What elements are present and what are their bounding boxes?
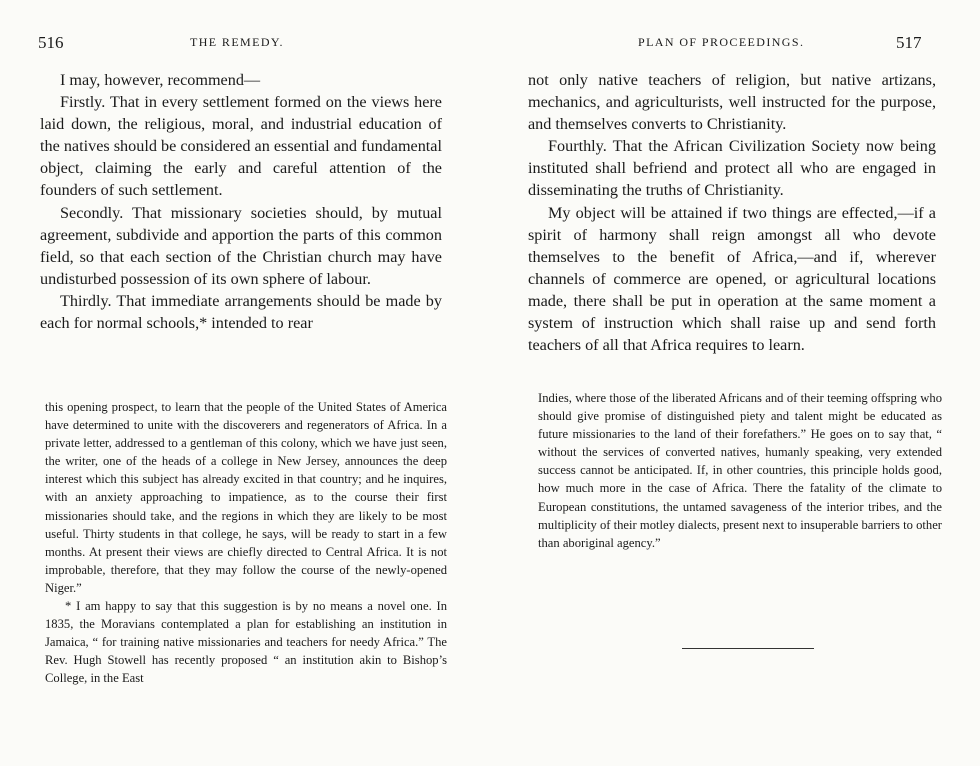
body-paragraph: Fourthly. That the African Civilization Society now being instituted shall befriend and protect all who are engaged in disseminating the truths of Christianity.	[528, 137, 936, 200]
running-head-left: THE REMEDY.	[190, 35, 284, 49]
body-paragraph: Secondly. That missionary societies should, by mutual agreement, subdivide and apportion the parts of this common field, so that each section of the Christian church may have undisturbed possession of its own sphere of labour.	[40, 203, 442, 288]
body-paragraph: Firstly. That in every settlement formed on the views here laid down, the religious, moral, and industrial education of the natives should be considered an essential and fundamental object, claiming the early and careful attention of the founders of such settlement.	[40, 93, 442, 200]
page-number-right: 517	[896, 33, 922, 52]
running-head-right: PLAN OF PROCEEDINGS.	[638, 35, 805, 49]
body-paragraph: My object will be attained if two things are effected,—if a spirit of harmony shall reign amongst all who devote themselves to the benefit of Africa,—and if, wherever channels of commerce are opened, or agricultural locations made, there shall be put in operation at the same moment a system of instruction which shall raise up and send forth teachers of all that Africa requires to learn.	[528, 203, 936, 355]
footnote-paragraph: * I am happy to say that this suggestion is by no means a novel one. In 1835, the Moravians contemplated a plan for establishing an institution in Jamaica, “ for training native missionaries and teachers for needy Africa.” The Rev. Hugh Stowell has recently proposed “ an institution akin to Bishop’s College, in the East	[45, 599, 447, 686]
body-paragraph: not only native teachers of religion, but native artizans, mechanics, and agriculturists, well instructed for the purpose, and themselves converts to Christianity.	[528, 71, 936, 134]
body-paragraph: Thirdly. That immediate arrangements should be made by each for normal schools,* intended to rear	[40, 291, 442, 333]
right-footnotes	[538, 389, 942, 552]
page-number-left: 516	[38, 33, 64, 52]
right-body-text	[528, 69, 936, 356]
footnote-paragraph: Indies, where those of the liberated Africans and of their teeming offspring who should give promise of distinguished piety and talent might be educated as future missionaries to the land of their forefathers.” He goes on to say that, “ without the services of converted natives, humanly speaking, very extended success cannot be anticipated. If, in other countries, this principle holds good, how much more in the case of Africa. There the fatality of the climate to European constitutions, the untamed savageness of the interior tribes, and the multiplicity of their motley dialects, present next to insuperable barriers to other than aboriginal agency.”	[538, 391, 942, 550]
left-footnotes	[45, 398, 447, 688]
right-page	[490, 0, 980, 766]
left-body-text	[40, 69, 442, 334]
body-paragraph: I may, however, recommend—	[60, 71, 261, 89]
footnote-paragraph: this opening prospect, to learn that the people of the United States of America have determined to unite with the discoverers and regenerators of Africa. In a private letter, addressed to a gentleman of this colony, which we have just seen, the writer, one of the heads of a college in New Jersey, announces the deep interest which this subject has already excited in that country; and he inquires, with an anxiety approaching to impatience, as to the course their first missionaries should take, and the regions in which they are likely to be most useful. Thirty students in that college, he says, will be ready to start in a few months. At present their views are chiefly directed to Central Africa. It is not improbable, therefore, that they may follow the course of the newly-opened Niger.”	[45, 400, 447, 595]
closing-rule	[682, 648, 814, 649]
